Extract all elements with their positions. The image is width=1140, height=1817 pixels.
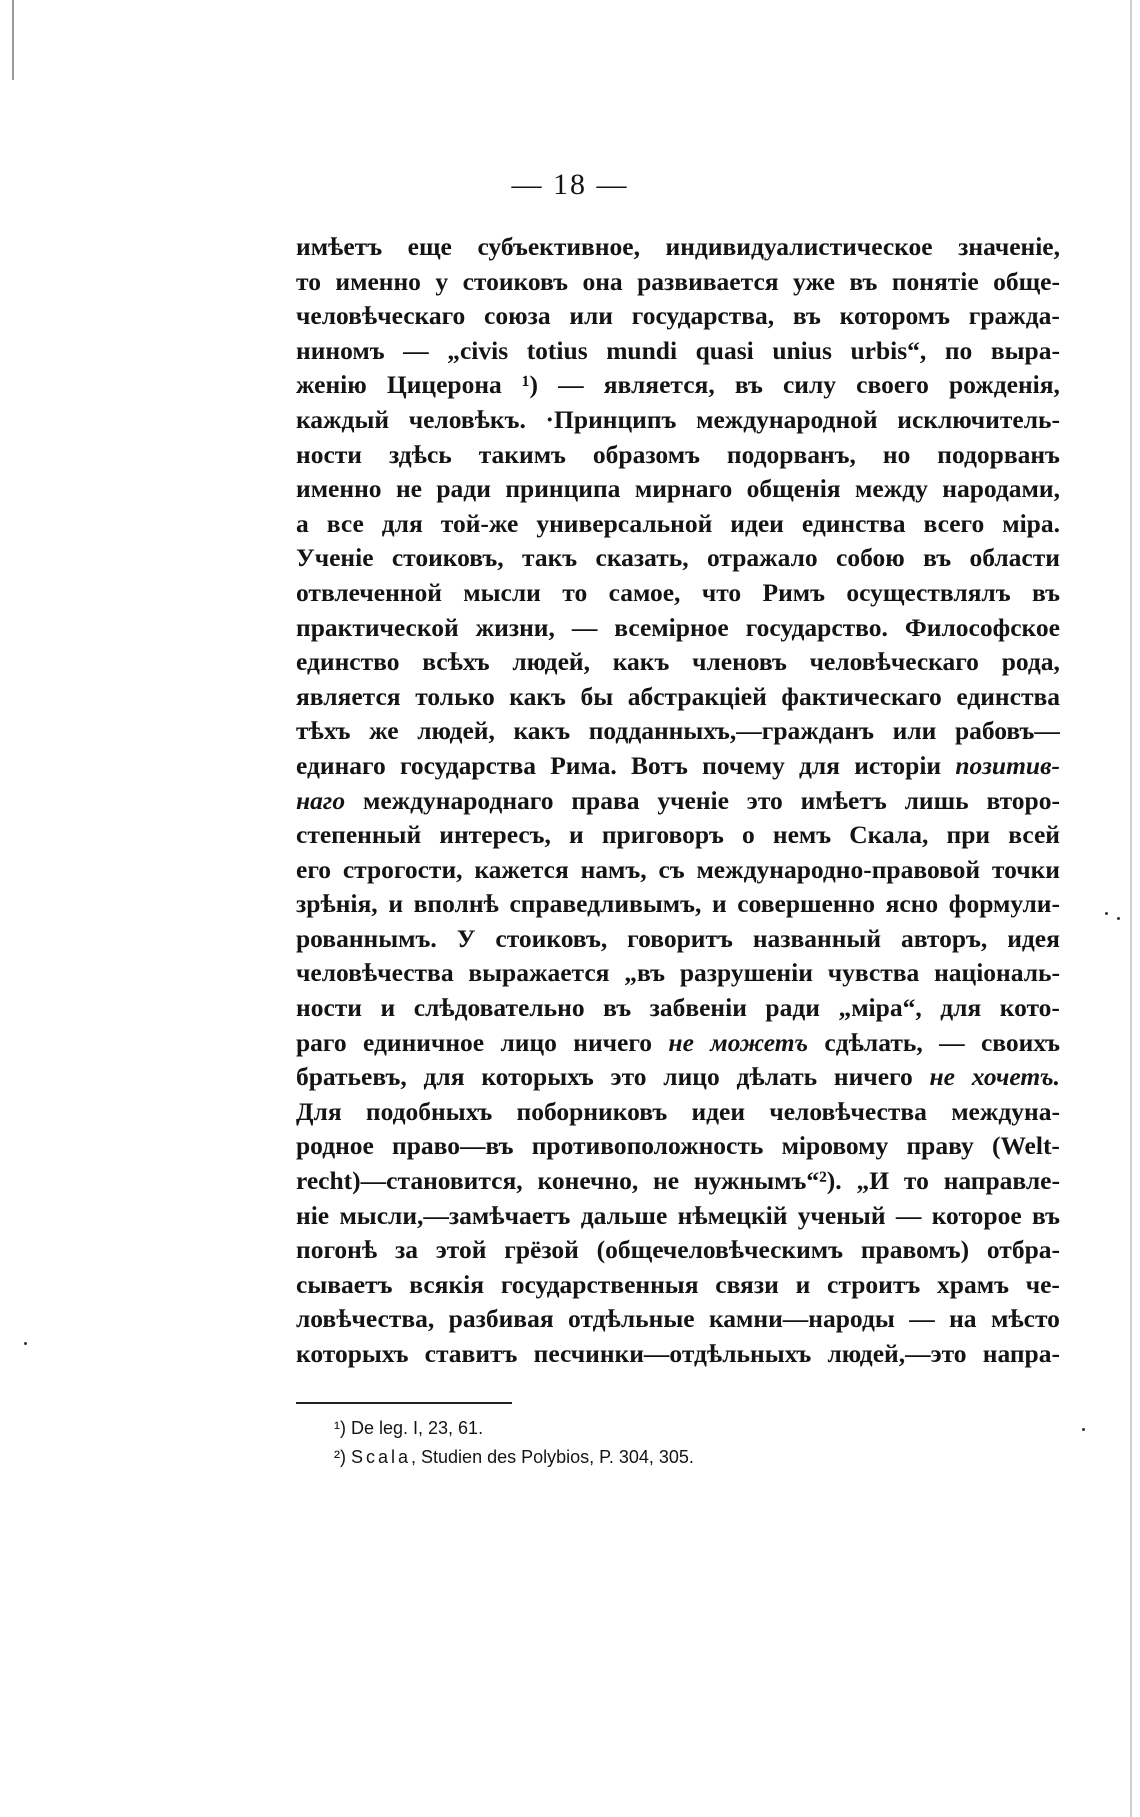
word: только (415, 681, 495, 711)
word: всѣхъ (422, 647, 490, 677)
word: — (558, 370, 584, 400)
word: — (403, 335, 429, 365)
word: она (582, 266, 623, 296)
word: ради (765, 993, 820, 1023)
word: храмъ (937, 1269, 1009, 1299)
word: съ (658, 854, 685, 884)
footnotes (334, 1414, 694, 1472)
word: гражда- (968, 301, 1060, 331)
word: въ (1031, 1200, 1060, 1230)
word: мысли (463, 577, 541, 607)
word: unius (772, 335, 832, 365)
word: дальше (580, 1200, 668, 1230)
scan-speck (1105, 912, 1108, 915)
word: и (380, 993, 396, 1023)
word: ніе (296, 1200, 330, 1230)
word: ¹) (521, 370, 539, 400)
word: ясно (885, 889, 939, 919)
word: ученіе (657, 785, 729, 815)
word: нужнымъ“²). (693, 1166, 842, 1196)
word: то (562, 577, 588, 607)
word: отдѣльные (568, 1304, 695, 1334)
text-line (296, 368, 1060, 403)
word: абстракціей (627, 681, 767, 711)
text-line (296, 645, 1060, 680)
word: погонѣ (296, 1235, 378, 1265)
word: Цицерона (386, 370, 502, 400)
word: намъ, (580, 854, 647, 884)
word: универсальной (536, 508, 713, 538)
word: въ (849, 266, 878, 296)
word: подобныхъ (365, 1096, 493, 1126)
word: ученый (797, 1200, 886, 1230)
word: напра- (982, 1339, 1060, 1368)
word: че- (1025, 1269, 1060, 1299)
word: за (394, 1235, 418, 1265)
word: собою (836, 543, 905, 573)
word: людей, (512, 647, 590, 677)
word: какъ (612, 647, 670, 677)
word: дѣлать (736, 1062, 818, 1092)
word: Для (296, 1096, 342, 1126)
word: по (944, 335, 973, 365)
word: бы (580, 681, 614, 711)
word: практической (296, 612, 459, 642)
word: „міра“, (838, 993, 922, 1023)
word: единства (801, 508, 906, 538)
word: международной (696, 404, 878, 434)
word: не (395, 474, 422, 504)
text-line (296, 1199, 1060, 1234)
word: фактическаго (781, 681, 942, 711)
word: или (569, 301, 614, 331)
word: отбра- (986, 1235, 1060, 1265)
word: рода, (1001, 647, 1060, 677)
word: идеи (691, 1096, 746, 1126)
word: второ- (986, 785, 1060, 815)
word: выражается (468, 958, 610, 988)
word: осуществлялъ (846, 577, 1011, 607)
word: лицо (500, 1027, 557, 1057)
word: человѣческаго (296, 301, 466, 331)
word: міровому (781, 1131, 889, 1161)
word: сказать, (595, 543, 689, 573)
word: quasi (695, 335, 754, 365)
word: человѣкъ. (408, 404, 526, 434)
word: праву (906, 1131, 974, 1161)
word: человѣчества (769, 1096, 927, 1126)
word: — (909, 1304, 935, 1334)
text-line (296, 887, 1060, 922)
word: лицо (663, 1062, 720, 1092)
text-line (296, 438, 1060, 473)
word: мысли,—замѣчаетъ (339, 1200, 571, 1230)
text-line (296, 1164, 1060, 1199)
word: — (895, 1200, 922, 1230)
word: „civis (447, 335, 509, 365)
word: правомъ) (860, 1235, 970, 1265)
word: Вотъ (631, 750, 688, 780)
word: Философское (904, 612, 1060, 642)
word: связи (715, 1269, 779, 1299)
word: единство (296, 647, 400, 677)
word: такимъ (478, 439, 566, 469)
word: У (456, 923, 476, 953)
word: имѣетъ (296, 232, 383, 261)
word: единства (956, 681, 1060, 711)
text-line (296, 1129, 1060, 1164)
word: отражало (706, 543, 818, 573)
word: или (892, 716, 937, 746)
word: именно (335, 266, 421, 296)
text-line (296, 230, 1060, 265)
word: же (369, 716, 399, 746)
word: своего (856, 370, 929, 400)
word: въ (923, 543, 952, 573)
word: направле- (943, 1166, 1060, 1196)
word: зрѣнія, (296, 889, 378, 919)
word: грёзой (504, 1235, 579, 1265)
text-line (296, 784, 1060, 819)
word: исторіи (854, 750, 942, 780)
word: вполнѣ (413, 889, 499, 919)
text-line (296, 1060, 1060, 1095)
word: выра- (990, 335, 1060, 365)
word: на (949, 1304, 977, 1334)
word: каждый (296, 404, 390, 434)
word: всякія (409, 1269, 485, 1299)
word: совершенно (737, 889, 875, 919)
text-line (296, 576, 1060, 611)
word: и (795, 1269, 811, 1299)
footnote-divider (296, 1402, 512, 1404)
word: подорванъ, (726, 439, 856, 469)
word: ставитъ (424, 1339, 518, 1368)
word: именно (296, 474, 382, 504)
word: права (571, 785, 640, 815)
word: противоположность (531, 1131, 764, 1161)
word: это (746, 785, 783, 815)
word: мѣсто (990, 1304, 1060, 1334)
scan-edge-left (12, 0, 14, 80)
word: для (940, 993, 982, 1023)
text-line (296, 956, 1060, 991)
word: интересъ, (439, 820, 551, 850)
word: союза (484, 301, 551, 331)
word: (общечеловѣческимъ (596, 1235, 844, 1265)
word: государства, (631, 301, 775, 331)
word: національ- (934, 958, 1060, 988)
word: міра. (1002, 508, 1060, 538)
word: Скала, (849, 820, 929, 850)
word: индивидуалистическое (665, 232, 933, 261)
scan-speck (24, 1342, 27, 1345)
text-line (296, 472, 1060, 507)
word: рожденія, (948, 370, 1060, 400)
word: тѣхъ (296, 716, 351, 746)
word: уже (793, 266, 835, 296)
footnote-2-citation: , Studien des Polybios, P. 304, 305. (411, 1447, 694, 1467)
text-line (296, 265, 1060, 300)
word: не (653, 1166, 680, 1196)
text-line (296, 1302, 1060, 1337)
word: идея (1007, 923, 1060, 953)
word: справедливымъ, (509, 889, 702, 919)
word: въ (1031, 577, 1060, 607)
word: лишь (904, 785, 969, 815)
footnote-2-marker: ²) (334, 1447, 351, 1467)
word: исключитель- (897, 404, 1060, 434)
word: области (969, 543, 1060, 573)
word: государства (399, 750, 536, 780)
text-line (296, 922, 1060, 957)
word: братьевъ, (296, 1062, 407, 1092)
word: для (423, 1062, 465, 1092)
word: — (571, 612, 598, 642)
scan-edge-right (1130, 0, 1132, 1817)
text-line (296, 334, 1060, 369)
text-line (296, 991, 1060, 1026)
word: mundi (606, 335, 678, 365)
word: самое, (608, 577, 681, 607)
word: и (711, 889, 727, 919)
word: людей,—это (827, 1339, 967, 1368)
text-line (296, 1337, 1060, 1372)
text-line (296, 1268, 1060, 1303)
word: а (296, 508, 309, 538)
word: ности (296, 439, 362, 469)
word: кажется (474, 854, 569, 884)
word: людей, (417, 716, 495, 746)
word: является (296, 681, 401, 711)
word: камни—народы (709, 1304, 895, 1334)
word: международнаго (362, 785, 554, 815)
word: „въ (624, 958, 666, 988)
word: чувства (827, 958, 920, 988)
word: о (742, 820, 755, 850)
word: какъ (509, 681, 566, 711)
text-line (296, 749, 1060, 784)
word: „И (856, 1166, 890, 1196)
word: образомъ (592, 439, 700, 469)
text-line (296, 1233, 1060, 1268)
word: хочетъ. (971, 1062, 1060, 1092)
text-line (296, 507, 1060, 542)
word: Римъ (762, 577, 826, 607)
word: степенный (296, 820, 422, 850)
text-line (296, 714, 1060, 749)
word: всей (1008, 820, 1060, 850)
text-line (296, 853, 1060, 888)
word: можетъ (710, 1027, 809, 1057)
word: понятіе (891, 266, 979, 296)
word: родное (296, 1131, 374, 1161)
word: которомъ (839, 301, 951, 331)
word: своихъ (980, 1027, 1060, 1057)
word: мирнаго (634, 474, 733, 504)
word: то (296, 266, 321, 296)
word: имѣетъ (800, 785, 887, 815)
word: разрушеніи (679, 958, 813, 988)
word: отвлеченной (296, 577, 442, 607)
word: у (435, 266, 449, 296)
word: ности (296, 993, 362, 1023)
word: ловѣчества, (296, 1304, 435, 1334)
word: urbis“, (850, 335, 927, 365)
word: кото- (999, 993, 1060, 1023)
text-line (296, 299, 1060, 334)
text-line (296, 611, 1060, 646)
scan-speck (1117, 917, 1120, 920)
word: раго (296, 1027, 347, 1057)
word: ниномъ (296, 335, 385, 365)
word: слѣдовательно (413, 993, 585, 1023)
word: силу (782, 370, 837, 400)
word: для (381, 508, 423, 538)
word: международно-правовой (696, 854, 981, 884)
word: точки (991, 854, 1060, 884)
word: говоритъ (627, 923, 733, 953)
word: которыхъ (296, 1339, 409, 1368)
body-text (296, 230, 1060, 1372)
word: не (929, 1062, 955, 1092)
word: въ (734, 370, 763, 400)
word: человѣчества (296, 958, 454, 988)
word: женію (296, 370, 367, 400)
word: здѣсь (388, 439, 452, 469)
word: то (903, 1166, 929, 1196)
word: при (946, 820, 991, 850)
word: является, (603, 370, 715, 400)
word: право—въ (392, 1131, 514, 1161)
word: приговоръ (601, 820, 724, 850)
word: развивается (637, 266, 779, 296)
word: въ (603, 993, 632, 1023)
word: стоиковъ, (391, 543, 504, 573)
word: подорванъ (937, 439, 1060, 469)
word: и (569, 820, 584, 850)
word: всемірное (614, 612, 729, 642)
word: этой (435, 1235, 487, 1265)
word: ради (436, 474, 491, 504)
word: между (855, 474, 928, 504)
text-line (296, 541, 1060, 576)
word: ничего (833, 1062, 913, 1092)
word: идеи (730, 508, 784, 538)
word: — (939, 1027, 965, 1057)
text-line (296, 818, 1060, 853)
word: народами, (942, 474, 1060, 504)
word: еще (407, 232, 452, 261)
word: рабовъ— (954, 716, 1060, 746)
word: totius (526, 335, 588, 365)
scan-speck (1082, 1428, 1085, 1431)
word: ·Принципъ (545, 404, 677, 434)
word: все (326, 508, 364, 538)
word: его (296, 854, 332, 884)
word: которое (931, 1200, 1022, 1230)
word: въ (792, 301, 821, 331)
word: подданныхъ,—гражданъ (588, 716, 874, 746)
word: позитив- (955, 750, 1060, 780)
word: единаго (296, 750, 386, 780)
word: нѣмецкій (677, 1200, 788, 1230)
word: субъективное, (477, 232, 640, 261)
word: какъ (513, 716, 571, 746)
word: которыхъ (481, 1062, 594, 1092)
word: значеніе, (958, 232, 1060, 261)
word: той-же (440, 508, 519, 538)
word: немъ (772, 820, 832, 850)
word: песчинки—отдѣльныхъ (533, 1339, 812, 1368)
footnote-2-author: Scala (351, 1447, 412, 1467)
word: не (668, 1027, 694, 1057)
word: (Welt- (991, 1131, 1060, 1161)
word: междуна- (951, 1096, 1060, 1126)
word: Ученіе (296, 543, 374, 573)
word: единичное (363, 1027, 485, 1057)
page-number: — 18 — (511, 168, 629, 201)
word: стоиковъ, (495, 923, 608, 953)
word: такъ (522, 543, 578, 573)
word: ничего (573, 1027, 653, 1057)
word: recht)—становится, (296, 1166, 523, 1196)
word: обще- (993, 266, 1060, 296)
word: что (701, 577, 742, 607)
word: человѣческаго (809, 647, 979, 677)
word: жизни, (475, 612, 555, 642)
word: Рима. (550, 750, 617, 780)
word: наго (296, 785, 346, 815)
word: строгости, (342, 854, 463, 884)
footnote-2 (334, 1443, 694, 1472)
word: авторъ, (901, 923, 988, 953)
word: разбивая (448, 1304, 554, 1334)
word: рованнымъ. (296, 923, 437, 953)
footnote-1: ¹) De leg. I, 23, 61. (334, 1418, 484, 1438)
text-line (296, 1095, 1060, 1130)
word: принципа (505, 474, 621, 504)
word: сдѣлать, (824, 1027, 923, 1057)
text-line (296, 403, 1060, 438)
word: названный (752, 923, 882, 953)
text-line (296, 1026, 1060, 1061)
word: поборниковъ (516, 1096, 668, 1126)
word: формули- (948, 889, 1060, 919)
word: для (798, 750, 840, 780)
word: всего (923, 508, 985, 538)
text-line (296, 680, 1060, 715)
word: строитъ (827, 1269, 921, 1299)
word: конечно, (537, 1166, 639, 1196)
word: государственныя (500, 1269, 699, 1299)
word: это (610, 1062, 647, 1092)
word: членовъ (692, 647, 787, 677)
word: но (882, 439, 911, 469)
word: общенія (746, 474, 841, 504)
word: почему (702, 750, 785, 780)
word: сываетъ (296, 1269, 393, 1299)
word: забвеніи (649, 993, 747, 1023)
word: государство. (745, 612, 888, 642)
word: стоиковъ (462, 266, 569, 296)
word: и (388, 889, 404, 919)
